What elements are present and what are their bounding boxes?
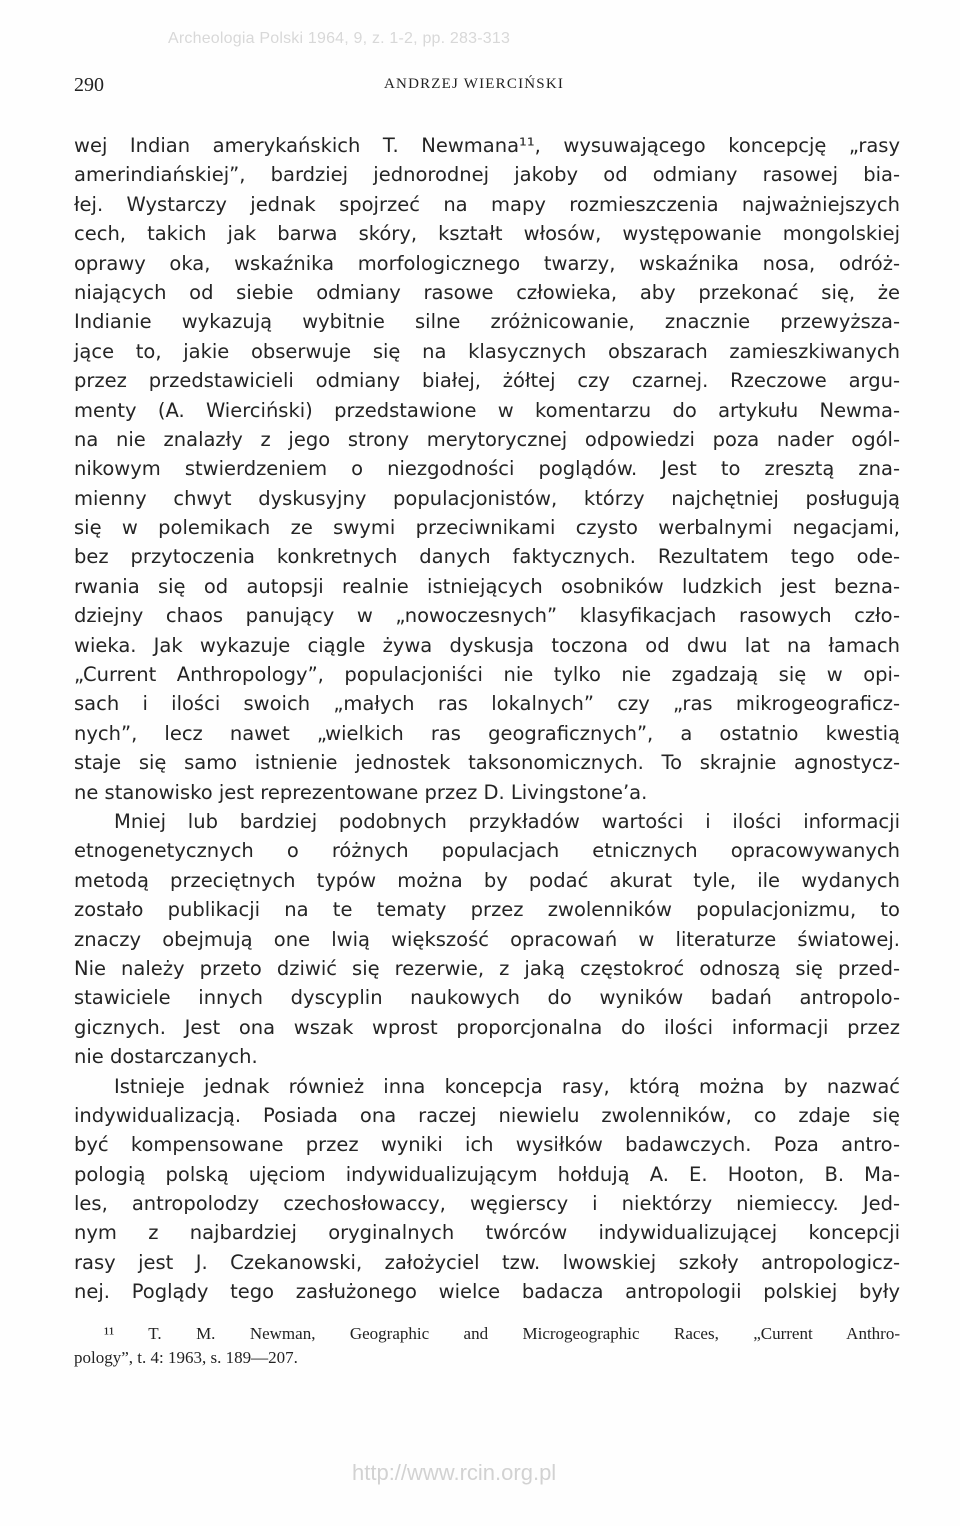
text-line: wieka. Jak wykazuje ciągle żywa dyskusja toczona od dwu lat na łamach <box>74 633 900 657</box>
page-header <box>74 74 894 100</box>
text-line: les, antropolodzy czechosłowaccy, węgierscy i niektórzy niemieccy. Jed- <box>74 1192 900 1216</box>
text-line: cech, takich jak barwa skóry, kształt włosów, występowanie mongolskiej <box>74 222 900 246</box>
text-line: mienny chwyt dyskusyjny populacjonistów, którzy najchętniej posługują <box>74 486 900 510</box>
footnote-line: ¹¹ T. M. Newman, Geographic and Microgeographic Races, „Current Anthro- <box>104 1324 900 1343</box>
body-text <box>74 131 900 1307</box>
text-line: „Current Anthropology”, populacjoniści nie tylko nie zgadzają się w opi- <box>74 663 900 687</box>
text-line: się w polemikach ze swymi przeciwnikami czysto werbalnymi negacjami, <box>74 516 900 540</box>
text-line: wej Indian amerykańskich T. Newmana¹¹, wysuwającego koncepcję „rasy <box>74 134 900 157</box>
text-line: stawiciele innych dyscyplin naukowych do wyników badań antropolo- <box>74 986 900 1010</box>
text-line: nym z najbardziej oryginalnych twórców indywidualizującej koncepcji <box>74 1221 900 1245</box>
footnote <box>74 1322 900 1370</box>
text-line: rwania się od autopsji realnie istniejących osobników ludzkich jest bezna- <box>74 574 900 598</box>
text-line: na nie znalazły z jego strony merytorycznej odpowiedzi poza nader ogól- <box>74 427 900 451</box>
text-line: Istnieje jednak również inna koncepcja rasy, którą można by nazwać <box>114 1074 900 1098</box>
text-line: Indianie wykazują wybitnie silne zróżnicowanie, znacznie przewyższa- <box>74 310 900 334</box>
text-line: nikowym stwierdzeniem o niezgodności poglądów. Jest to zresztą zna- <box>74 457 900 481</box>
text-line: ne stanowisko jest reprezentowane przez D. Livingstone’a. <box>74 780 648 804</box>
text-line: przez przedstawicieli odmiany białej, żółtej czy czarnej. Rzeczowe argu- <box>74 369 900 393</box>
text-line: rasy jest J. Czekanowski, założyciel tzw. lwowskiej szkoły antropologicz- <box>74 1250 900 1274</box>
text-line: być kompensowane przez wyniki ich wysiłków badawczych. Poza antro- <box>74 1133 900 1157</box>
text-line: amerindiańskiej”, bardziej jednorodnej jakoby od odmiany rasowej bia- <box>74 163 900 187</box>
top-watermark: Archeologia Polski 1964, 9, z. 1-2, pp. 283-313 <box>168 30 511 47</box>
text-line: zostało publikacji na te tematy przez zwolenników populacjonizmu, to <box>74 898 900 922</box>
text-line: nie dostarczanych. <box>74 1045 258 1069</box>
text-line: bez przytoczenia konkretnych danych faktycznych. Rezultatem tego ode- <box>74 545 900 569</box>
text-line: nej. Poglądy tego zasłużonego wielce badacza antropologii polskiej były <box>74 1280 900 1304</box>
text-line: Mniej lub bardziej podobnych przykładów wartości i ilości informacji <box>114 809 900 833</box>
running-head-author: ANDRZEJ WIERCIŃSKI <box>384 76 565 92</box>
footnote-line: pology”, t. 4: 1963, s. 189—207. <box>74 1348 298 1367</box>
bottom-watermark-url: http://www.rcin.org.pl <box>352 1460 557 1485</box>
text-line: dziejny chaos panujący w „nowoczesnych” klasyfikacjach rasowych czło- <box>74 604 900 628</box>
text-line: pologią polską ujęciom indywidualizującym hołdują A. E. Hooton, B. Ma- <box>74 1162 900 1186</box>
text-line: sach i ilości swoich „małych ras lokalnych” czy „ras mikrogeograficz- <box>74 692 900 716</box>
text-line: Nie należy przeto dziwić się rezerwie, z jaką częstokroć odnoszą się przed- <box>74 956 900 980</box>
text-line: menty (A. Wierciński) przedstawione w komentarzu do artykułu Newma- <box>74 398 900 422</box>
text-line: łej. Wystarczy jednak spojrzeć na mapy rozmieszczenia najważniejszych <box>74 192 900 216</box>
text-line: indywidualizacją. Posiada ona raczej niewielu zwolenników, co zdaje się <box>74 1103 900 1127</box>
text-line: etnogenetycznych o różnych populacjach etnicznych opracowywanych <box>74 839 900 863</box>
page-number: 290 <box>74 74 104 96</box>
text-line: niających od siebie odmiany rasowe człowieka, aby przekonać się, że <box>74 280 900 304</box>
text-line: jące to, jakie obserwuje się na klasycznych obszarach zamieszkiwanych <box>74 339 900 363</box>
text-line: gicznych. Jest ona wszak wprost proporcjonalna do ilości informacji przez <box>74 1015 900 1039</box>
text-line: znaczy obejmują one lwią większość opracowań w literaturze światowej. <box>74 927 900 951</box>
text-line: nych”, lecz nawet „wielkich ras geograficznych”, a ostatnio kwestią <box>74 721 900 745</box>
text-line: staje się samo istnienie jednostek taksonomicznych. To skrajnie agnostycz- <box>74 751 900 775</box>
text-line: oprawy oka, wskaźnika morfologicznego twarzy, wskaźnika nosa, odróż- <box>74 251 900 275</box>
text-line: metodą przeciętnych typów można by podać akurat tyle, ile wydanych <box>74 868 900 892</box>
